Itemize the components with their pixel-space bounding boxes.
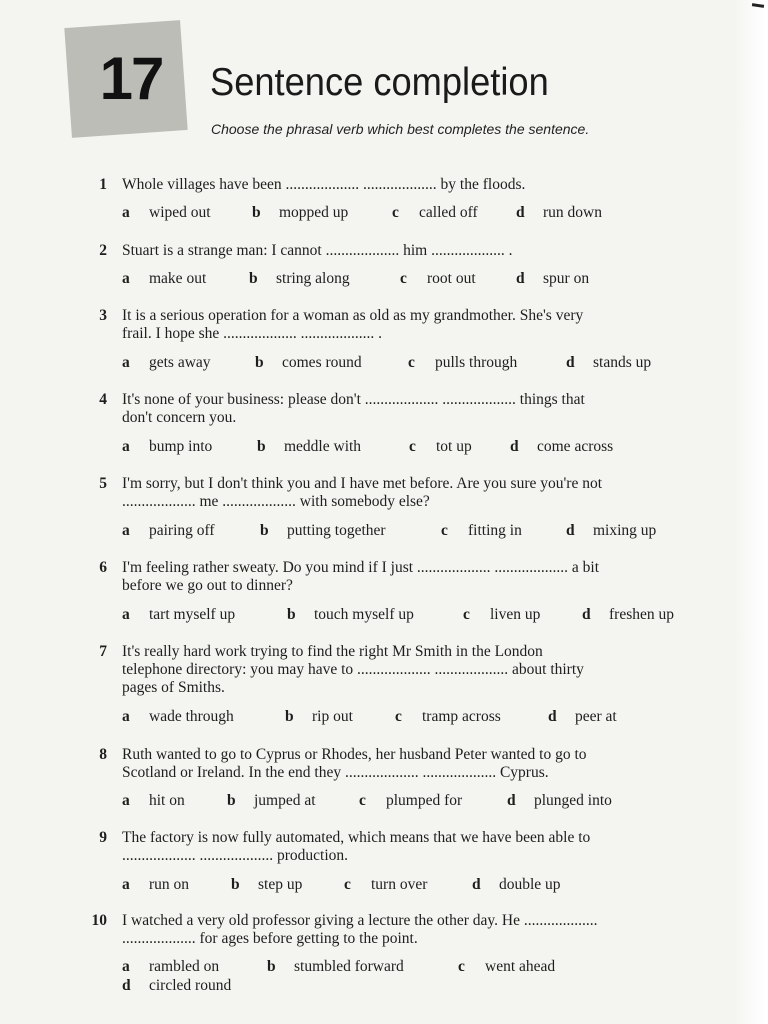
option-text: make out: [149, 270, 207, 287]
option-letter: c: [400, 270, 407, 287]
question-text-line: The factory is now fully automated, which means that we have been able to: [122, 829, 591, 846]
option-letter: d: [548, 708, 557, 725]
option-text: meddle with: [284, 438, 362, 455]
answer-option-d[interactable]: [0, 976, 700, 996]
option-text: rip out: [312, 708, 353, 725]
question-text-line: I watched a very old professor giving a lecture the other day. He ...................: [122, 912, 598, 929]
option-letter: c: [344, 876, 351, 893]
option-text: tramp across: [422, 708, 501, 725]
question-text-line: pages of Smiths.: [122, 679, 225, 696]
option-letter: d: [122, 977, 131, 994]
option-text: double up: [499, 876, 561, 893]
option-text: spur on: [543, 270, 590, 287]
option-letter: b: [252, 204, 261, 221]
option-letter: a: [122, 204, 130, 221]
answer-option-d[interactable]: [0, 203, 700, 223]
option-text: freshen up: [609, 606, 674, 623]
option-text: stumbled forward: [294, 958, 404, 975]
answer-option-c[interactable]: [0, 957, 700, 977]
option-text: turn over: [371, 876, 428, 893]
option-letter: a: [122, 708, 130, 725]
question-number: 10: [91, 912, 107, 929]
option-letter: c: [409, 438, 416, 455]
option-text: come across: [537, 438, 614, 455]
question-number: 5: [99, 475, 107, 492]
page-edge-shadow: [734, 0, 768, 1024]
option-text: bump into: [149, 438, 213, 455]
option-letter: b: [227, 792, 236, 809]
option-text: gets away: [149, 354, 211, 371]
option-letter: c: [359, 792, 366, 809]
question-number: 1: [99, 176, 107, 193]
option-text: went ahead: [485, 958, 556, 975]
option-text: pulls through: [435, 354, 518, 371]
option-letter: b: [260, 522, 269, 539]
question-text-line: I'm sorry, but I don't think you and I have met before. Are you sure you're not: [122, 475, 603, 492]
question-text-line: It is a serious operation for a woman as old as my grandmother. She's very: [122, 307, 584, 324]
option-letter: d: [516, 270, 525, 287]
option-letter: c: [408, 354, 415, 371]
option-letter: b: [267, 958, 276, 975]
option-letter: a: [122, 270, 130, 287]
option-letter: d: [507, 792, 516, 809]
option-letter: b: [285, 708, 294, 725]
option-letter: a: [122, 522, 130, 539]
option-letter: b: [231, 876, 240, 893]
option-text: putting together: [287, 522, 386, 539]
option-letter: b: [287, 606, 296, 623]
question-text-line: don't concern you.: [122, 409, 237, 426]
question-text-line: telephone directory: you may have to ................... ................... about thirty: [122, 661, 584, 678]
option-text: wiped out: [149, 204, 211, 221]
option-text: touch myself up: [314, 606, 414, 623]
option-text: plunged into: [534, 792, 612, 809]
option-letter: c: [392, 204, 399, 221]
option-text: stands up: [593, 354, 652, 371]
answer-option-d[interactable]: [0, 437, 700, 457]
option-letter: d: [566, 354, 575, 371]
option-letter: d: [582, 606, 591, 623]
option-text: root out: [427, 270, 476, 287]
answer-option-d[interactable]: [0, 353, 700, 373]
option-text: wade through: [149, 708, 234, 725]
option-letter: a: [122, 792, 130, 809]
instruction-text: Choose the phrasal verb which best completes the sentence.: [211, 121, 590, 137]
unit-number: 17: [99, 45, 163, 112]
option-letter: d: [516, 204, 525, 221]
answer-option-d[interactable]: [0, 521, 700, 541]
question-text-line: Whole villages have been ................... ................... by the floods.: [122, 176, 526, 193]
option-text: rambled on: [149, 958, 220, 975]
option-text: hit on: [149, 792, 185, 809]
question-text-line: Stuart is a strange man: I cannot ................... him ................... .: [122, 242, 513, 259]
question-number: 4: [99, 391, 107, 408]
question-text-line: ................... ................... production.: [122, 847, 349, 864]
option-text: fitting in: [468, 522, 522, 539]
option-letter: a: [122, 606, 130, 623]
option-text: circled round: [149, 977, 232, 994]
question-number: 7: [99, 643, 107, 660]
option-letter: d: [472, 876, 481, 893]
answer-option-d[interactable]: [0, 707, 700, 727]
option-letter: b: [257, 438, 266, 455]
question-text-line: I'm feeling rather sweaty. Do you mind if I just ................... ................... a bit: [122, 559, 600, 576]
page-title: Sentence completion: [210, 61, 549, 104]
answer-option-d[interactable]: [0, 791, 700, 811]
question-number: 9: [99, 829, 107, 846]
option-text: tot up: [436, 438, 472, 455]
option-letter: a: [122, 958, 130, 975]
question-text-line: ................... me ................... with somebody else?: [122, 493, 430, 510]
option-text: run on: [149, 876, 190, 893]
question-number: 3: [99, 307, 107, 324]
option-text: string along: [276, 270, 350, 287]
question-text-line: ................... for ages before getting to the point.: [122, 930, 418, 947]
option-letter: a: [122, 354, 130, 371]
option-letter: a: [122, 876, 130, 893]
option-letter: c: [463, 606, 470, 623]
option-letter: c: [458, 958, 465, 975]
question-text-line: It's none of your business: please don't ................... ................... things that: [122, 391, 585, 408]
option-letter: b: [255, 354, 264, 371]
option-text: peer at: [575, 708, 617, 725]
option-text: step up: [258, 876, 303, 893]
option-text: mixing up: [593, 522, 657, 539]
question-text-line: Ruth wanted to go to Cyprus or Rhodes, her husband Peter wanted to go to: [122, 746, 587, 763]
option-text: plumped for: [386, 792, 463, 809]
option-text: tart myself up: [149, 606, 236, 623]
answer-option-d[interactable]: [0, 875, 700, 895]
question-number: 8: [99, 746, 107, 763]
option-text: mopped up: [279, 204, 349, 221]
option-text: jumped at: [254, 792, 316, 809]
option-text: pairing off: [149, 522, 215, 539]
option-text: called off: [419, 204, 478, 221]
option-letter: d: [566, 522, 575, 539]
option-text: run down: [543, 204, 602, 221]
option-text: liven up: [490, 606, 541, 623]
question-number: 6: [99, 559, 107, 576]
option-letter: b: [249, 270, 258, 287]
question-text-line: frail. I hope she ................... ................... .: [122, 325, 383, 342]
answer-option-d[interactable]: [0, 605, 700, 625]
option-letter: d: [510, 438, 519, 455]
question-text-line: before we go out to dinner?: [122, 577, 293, 594]
question-text-line: It's really hard work trying to find the right Mr Smith in the London: [122, 643, 543, 660]
answer-option-d[interactable]: [0, 269, 700, 289]
option-letter: c: [441, 522, 448, 539]
option-letter: c: [395, 708, 402, 725]
option-letter: a: [122, 438, 130, 455]
option-text: comes round: [282, 354, 362, 371]
question-number: 2: [99, 242, 107, 259]
question-text-line: Scotland or Ireland. In the end they ................... ................... Cyprus.: [122, 764, 549, 781]
